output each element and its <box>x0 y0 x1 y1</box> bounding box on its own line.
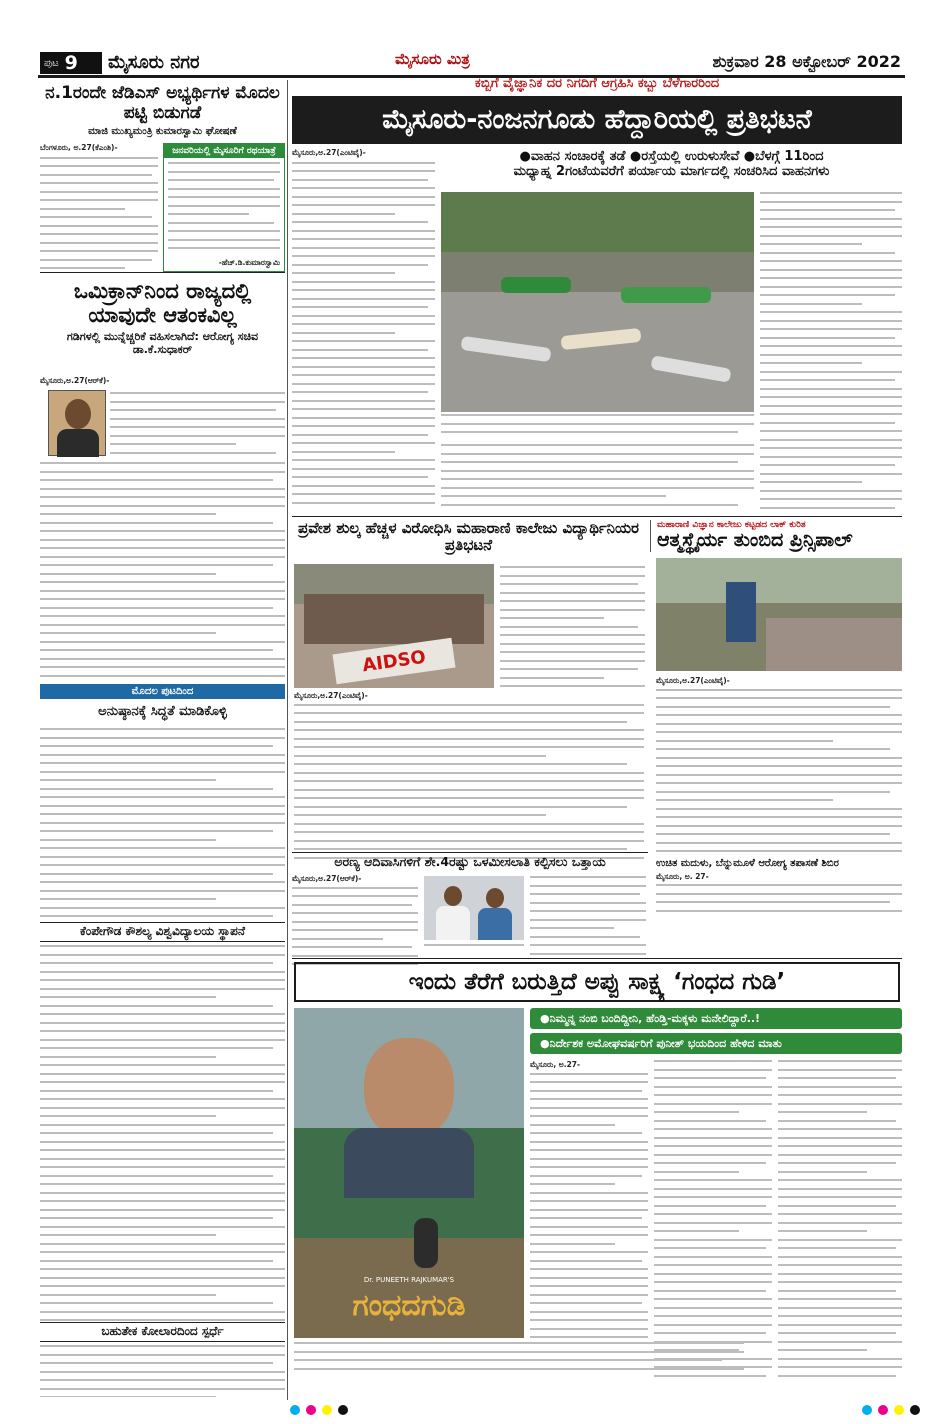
health-camp-story <box>656 858 902 916</box>
protest-caption <box>441 414 754 440</box>
protest-photo <box>441 192 754 412</box>
rath-signoff: -ಹೆಚ್.ಡಿ.ಕುಮಾರಸ್ವಾಮಿ <box>218 258 280 267</box>
protest-bullets-2: ಮಧ್ಯಾಹ್ನ 2ಗಂಟೆಯವರೆಗೆ ಪರ್ಯಾಯ ಮಾರ್ಗದಲ್ಲಿ ಸಂಚರಿಸಿದ ವಾಹನಗಳು <box>513 163 830 179</box>
maharani-fee-photo <box>294 564 494 688</box>
registration-mark <box>878 1405 888 1415</box>
anushtana-text <box>40 728 285 920</box>
maharani-fee-headline: ಪ್ರವೇಶ ಶುಲ್ಕ ಹೆಚ್ಚಳ ವಿರೋಧಿಸಿ ಮಹಾರಾಣಿ ಕಾಲೇಜು ವಿದ್ಯಾರ್ಥಿನಿಯರ ಪ್ರತಿಭಟನೆ <box>297 519 639 555</box>
aidso-banner: AIDSO <box>332 638 455 684</box>
gandhada-gudi-pill-1: ●ನಿಮ್ಮನ್ನ ನಂಬಿ ಬಂದಿದ್ದೀನಿ, ಹೆಂಡ್ತಿ-ಮಕ್ಕಳು ಮನೇಲಿದ್ದಾರೆ..! <box>530 1008 902 1029</box>
principal-kicker: ಮಹಾರಾಣಿ ವಿಜ್ಞಾನ ಕಾಲೇಜು ಕಟ್ಟಡದ ಲಾಕ್ ಕುರಿತ <box>657 520 806 530</box>
gandhada-gudi-banner <box>294 962 900 1002</box>
divider <box>292 852 648 853</box>
principal-story <box>650 520 902 552</box>
registration-mark <box>322 1405 332 1415</box>
health-camp-dateline: ಮೈಸೂರು, ಅ. 27- <box>656 871 709 881</box>
registration-mark <box>338 1405 348 1415</box>
rath-title: ಜನವರಿಯಲ್ಲಿ ಮೈಸೂರಿಗೆ ರಥಯಾತ್ರೆ <box>164 144 284 158</box>
gandhada-gudi-poster <box>294 1008 524 1338</box>
page-number-box <box>40 52 102 74</box>
protest-headline: ಮೈಸೂರು-ನಂಜನಗೂಡು ಹೆದ್ದಾರಿಯಲ್ಲಿ ಪ್ರತಿಭಟನೆ <box>292 96 902 144</box>
jds-headline: ನ.1ರಂದೇ ಜೆಡಿಎಸ್ ಅಭ್ಯರ್ಥಿಗಳ ಮೊದಲ ಪಟ್ಟಿ ಬಿಡುಗಡೆ <box>45 83 280 123</box>
page-number: 9 <box>64 52 78 74</box>
jds-story <box>40 84 285 138</box>
gandhada-gudi-pill-2: ●ನಿರ್ದೇಶಕ ಅಮೋಘವರ್ಷರಿಗೆ ಪುನೀತ್ ಭಯದಿಂದ ಹೇಳಿದ ಮಾತು <box>530 1033 902 1054</box>
principal-headline: ಆತ್ಮಸ್ಥೈರ್ಯ ತುಂಬಿದ ಪ್ರಿನ್ಸಿಪಾಲ್ <box>657 529 853 551</box>
forest-col3 <box>530 876 646 956</box>
protest-bullets <box>441 150 902 180</box>
minister-photo <box>48 390 106 456</box>
kolar-headline: ಬಹುತೇಕ ಕೋಲಾರದಿಂದ ಸ್ಪರ್ಧೆ <box>40 1322 285 1342</box>
principal-dateline: ಮೈಸೂರು,ಅ.27(ಎಂಟಿವೈ)- <box>656 676 730 685</box>
health-camp-headline: ಉಚಿತ ಮದುಳು, ಬೆನ್ನುಮೂಳೆ ಆರೋಗ್ಯ ತಪಾಸಣೆ ಶಿಬಿರ <box>656 858 839 869</box>
omicron-subhead: ಗಡಿಗಳಲ್ಲಿ ಮುನ್ನೆಚ್ಚರಿಕೆ ವಹಿಸಲಾಗಿದೆ: ಆರೋಗ್ಯ ಸಚಿವ ಡಾ.ಕೆ.ಸುಧಾಕರ್ <box>66 330 259 356</box>
divider <box>292 516 902 517</box>
maharani-fee-body <box>294 691 644 859</box>
registration-mark <box>306 1405 316 1415</box>
masthead: ಮೈಸೂರು ಮಿತ್ರ <box>395 50 470 68</box>
rath-box <box>163 143 285 272</box>
maharani-fee-story <box>292 520 645 555</box>
forest-headline: ಅರಣ್ಯ ಆದಿವಾಸಿಗಳಿಗೆ ಶೇ.4ರಷ್ಟು ಒಳಮೀಸಲಾತಿ ಕಲ್ಪಿಸಲು ಒತ್ತಾಯ <box>334 854 606 869</box>
page-label: ಪುಟ <box>44 57 59 69</box>
gandhada-gudi-col3 <box>778 1060 902 1380</box>
registration-mark <box>862 1405 872 1415</box>
protest-bullets-1: ●ವಾಹನ ಸಂಚಾರಕ್ಕೆ ತಡೆ ●ರಸ್ತೆಯಲ್ಲಿ ಉರುಳುಸೇವೆ ●ಬೆಳಗ್ಗೆ 11ರಿಂದ <box>519 149 824 164</box>
gandhada-gudi-dateline: ಮೈಸೂರು, ಅ.27- <box>530 1060 581 1069</box>
continued-label-text: ಮೊದಲ ಪುಟದಿಂದ <box>40 684 285 699</box>
divider <box>292 958 902 959</box>
column-divider <box>287 80 288 1400</box>
principal-body <box>656 676 902 859</box>
continued-label <box>40 684 285 699</box>
section-name: ಮೈಸೂರು ನಗರ <box>108 52 200 73</box>
protest-kicker: ಕಬ್ಬಿಗೆ ವೈಜ್ಞಾನಿಕ ದರ ನಿಗದಿಗೆ ಆಗ್ರಹಿಸಿ ಕಬ್ಬು ಬೆಳೆಗಾರರಿಂದ <box>474 76 720 91</box>
anushtana-headline: ಅನುಷ್ಠಾನಕ್ಕೆ ಸಿದ್ಧತೆ ಮಾಡಿಕೊಳ್ಳಿ <box>98 704 227 719</box>
issue-date: ಶುಕ್ರವಾರ 28 ಅಕ್ಟೋಬರ್ 2022 <box>712 52 901 71</box>
divider <box>40 272 285 273</box>
gandhada-gudi-col2 <box>654 1060 772 1380</box>
omicron-body <box>40 376 285 387</box>
omicron-text-a <box>110 392 285 456</box>
protest-col4 <box>760 192 902 512</box>
registration-mark <box>894 1405 904 1415</box>
poster-credit: Dr. PUNEETH RAJKUMAR'S <box>363 1276 455 1284</box>
omicron-dateline: ಮೈಸೂರು,ಅ.27(ಆರ್‌ಕೆ)- <box>40 376 110 385</box>
kempegowda-text <box>40 945 285 1321</box>
forest-col1 <box>292 874 418 967</box>
poster-title: ಗಂಧದಗುಡಿ <box>352 1288 466 1323</box>
kolar-text <box>40 1345 285 1397</box>
maharani-fee-dateline: ಮೈಸೂರು,ಅ.27(ಎಂಟಿವೈ)- <box>294 691 368 700</box>
protest-col1 <box>292 148 435 504</box>
gandhada-gudi-headline: ಇಂದು ತೆರೆಗೆ ಬರುತ್ತಿದೆ ಅಪ್ಪು ಸಾಕ್ಷ್ಯ ‘ಗಂಧದ ಗುಡಿ’ <box>408 968 786 995</box>
forest-photo <box>424 876 524 940</box>
jds-body <box>40 143 158 272</box>
jds-dateline: ಬೆಂಗಳೂರು, ಅ.27(ಕೆಎಂಶಿ)- <box>40 143 118 152</box>
protest-col2-3 <box>441 444 754 512</box>
omicron-text-b <box>40 462 285 677</box>
forest-caption <box>424 944 524 956</box>
registration-mark <box>290 1405 300 1415</box>
registration-mark <box>910 1405 920 1415</box>
principal-photo <box>656 558 902 671</box>
protest-dateline: ಮೈಸೂರು,ಅ.27(ಎಂಟಿವೈ)- <box>292 148 366 157</box>
maharani-fee-text-a <box>500 566 645 688</box>
gandhada-gudi-col1 <box>530 1060 648 1343</box>
forest-dateline: ಮೈಸೂರು,ಅ.27(ಆರ್‌ಕೆ)- <box>292 874 362 883</box>
jds-subhead: ಮಾಜಿ ಮುಖ್ಯಮಂತ್ರಿ ಕುಮಾರಸ್ವಾಮಿ ಘೋಷಣೆ <box>88 126 237 138</box>
omicron-headline: ಒಮಿಕ್ರಾನ್‌ನಿಂದ ರಾಜ್ಯದಲ್ಲಿ ಯಾವುದೇ ಆತಂಕವಿಲ್ಲ <box>73 279 252 328</box>
kempegowda-headline: ಕೆಂಪೇಗೌಡ ಕೌಶಲ್ಯ ವಿಶ್ವವಿದ್ಯಾಲಯ ಸ್ಥಾಪನೆ <box>40 922 285 942</box>
omicron-story <box>40 279 285 357</box>
